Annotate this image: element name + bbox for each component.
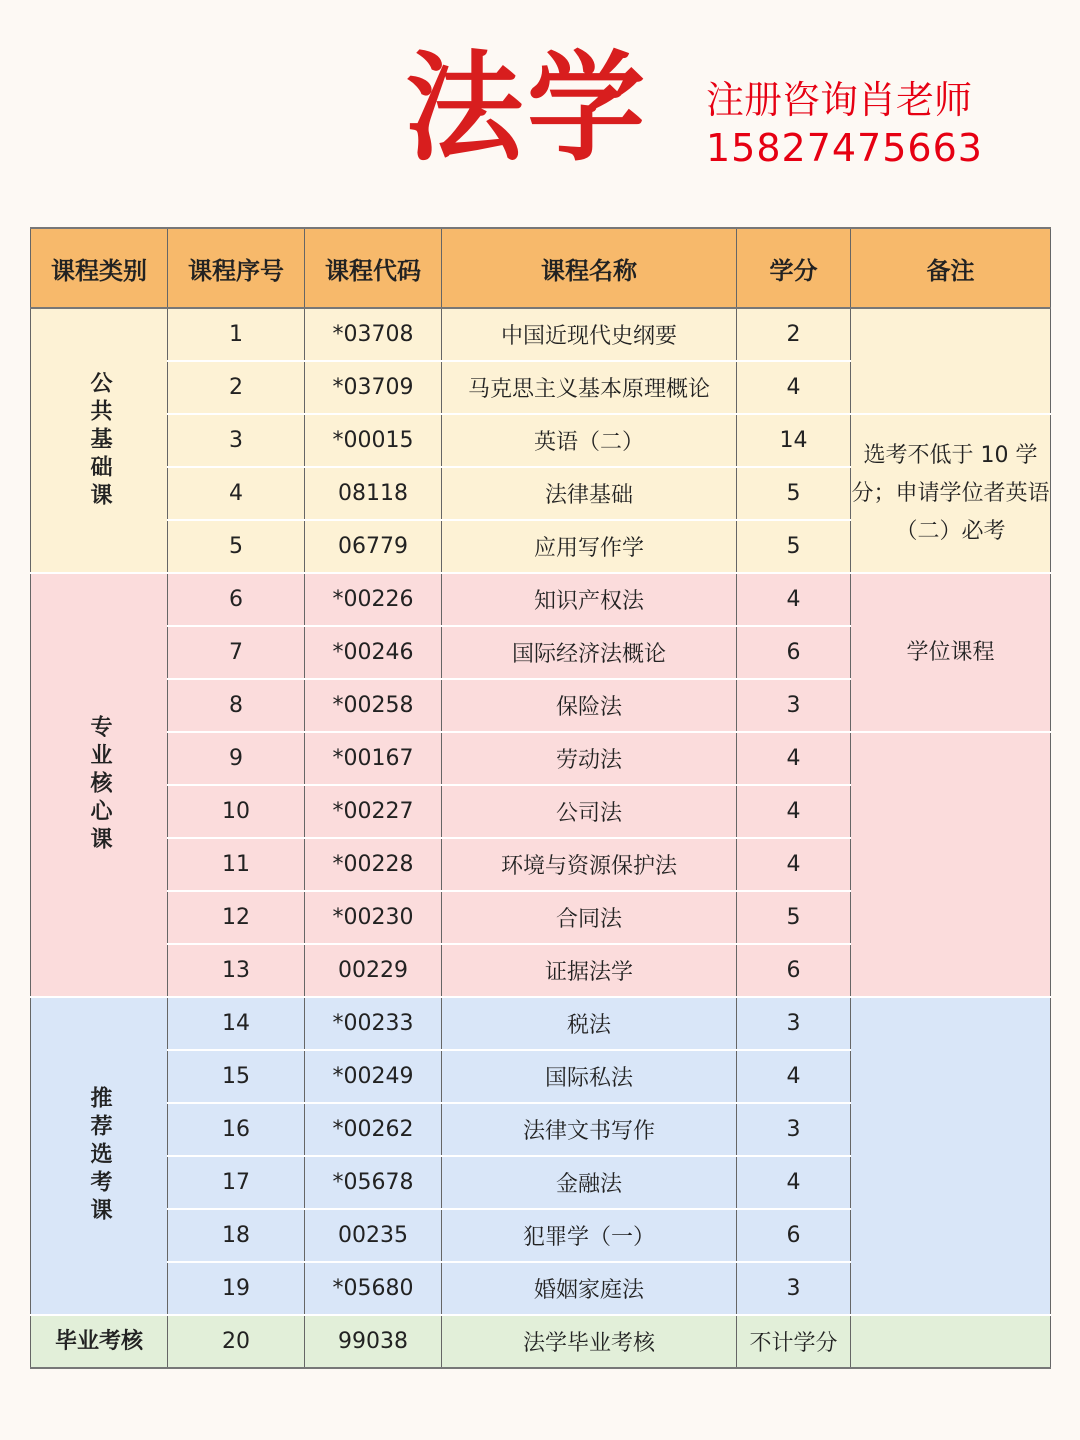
code-cell: 08118 — [305, 467, 442, 520]
category-core: 专业核心课 — [31, 573, 168, 997]
seq-cell: 4 — [168, 467, 305, 520]
note-english: 选考不低于 10 学分；申请学位者英语（二）必考 — [851, 414, 1051, 573]
code-cell: 00229 — [305, 944, 442, 997]
seq-cell: 3 — [168, 414, 305, 467]
col-header-name: 课程名称 — [442, 228, 737, 308]
col-header-category: 课程类别 — [31, 228, 168, 308]
seq-cell: 12 — [168, 891, 305, 944]
credits-cell: 4 — [737, 573, 851, 626]
credits-cell: 不计学分 — [737, 1315, 851, 1368]
credits-cell: 2 — [737, 308, 851, 361]
credits-cell: 4 — [737, 838, 851, 891]
credits-cell: 4 — [737, 785, 851, 838]
seq-cell: 13 — [168, 944, 305, 997]
code-cell: 06779 — [305, 520, 442, 573]
credits-cell: 4 — [737, 732, 851, 785]
credits-cell: 4 — [737, 361, 851, 414]
name-cell: 保险法 — [442, 679, 737, 732]
name-cell: 国际经济法概论 — [442, 626, 737, 679]
seq-cell: 1 — [168, 308, 305, 361]
contact-phone: 15827475663 — [706, 126, 983, 170]
code-cell: 99038 — [305, 1315, 442, 1368]
seq-cell: 7 — [168, 626, 305, 679]
name-cell: 犯罪学（一） — [442, 1209, 737, 1262]
name-cell: 婚姻家庭法 — [442, 1262, 737, 1315]
credits-cell: 3 — [737, 1103, 851, 1156]
contact-info — [706, 76, 983, 172]
col-header-note: 备注 — [851, 228, 1051, 308]
code-cell: *00015 — [305, 414, 442, 467]
table-row — [31, 308, 1051, 361]
name-cell: 证据法学 — [442, 944, 737, 997]
table-header-row — [31, 228, 1051, 308]
name-cell: 合同法 — [442, 891, 737, 944]
code-cell: *00262 — [305, 1103, 442, 1156]
table-row — [31, 414, 1051, 467]
code-cell: *05678 — [305, 1156, 442, 1209]
seq-cell: 16 — [168, 1103, 305, 1156]
name-cell: 法律文书写作 — [442, 1103, 737, 1156]
name-cell: 公司法 — [442, 785, 737, 838]
name-cell: 环境与资源保护法 — [442, 838, 737, 891]
category-graduation: 毕业考核 — [31, 1315, 168, 1368]
seq-cell: 19 — [168, 1262, 305, 1315]
seq-cell: 18 — [168, 1209, 305, 1262]
name-cell: 劳动法 — [442, 732, 737, 785]
credits-cell: 3 — [737, 679, 851, 732]
col-header-seq: 课程序号 — [168, 228, 305, 308]
credits-cell: 6 — [737, 1209, 851, 1262]
note-cell-empty — [851, 997, 1051, 1315]
credits-cell: 3 — [737, 997, 851, 1050]
seq-cell: 6 — [168, 573, 305, 626]
col-header-credits: 学分 — [737, 228, 851, 308]
page-header — [0, 0, 1080, 220]
credits-cell: 5 — [737, 891, 851, 944]
seq-cell: 10 — [168, 785, 305, 838]
course-table — [30, 227, 1051, 1369]
name-cell: 中国近现代史纲要 — [442, 308, 737, 361]
seq-cell: 15 — [168, 1050, 305, 1103]
seq-cell: 14 — [168, 997, 305, 1050]
note-cell-empty — [851, 732, 1051, 997]
credits-cell: 3 — [737, 1262, 851, 1315]
name-cell: 法学毕业考核 — [442, 1315, 737, 1368]
seq-cell: 2 — [168, 361, 305, 414]
credits-cell: 5 — [737, 467, 851, 520]
name-cell: 应用写作学 — [442, 520, 737, 573]
seq-cell: 17 — [168, 1156, 305, 1209]
code-cell: 00235 — [305, 1209, 442, 1262]
code-cell: *00167 — [305, 732, 442, 785]
code-cell: *00233 — [305, 997, 442, 1050]
code-cell: *03708 — [305, 308, 442, 361]
seq-cell: 20 — [168, 1315, 305, 1368]
seq-cell: 5 — [168, 520, 305, 573]
credits-cell: 14 — [737, 414, 851, 467]
name-cell: 税法 — [442, 997, 737, 1050]
credits-cell: 4 — [737, 1050, 851, 1103]
code-cell: *03709 — [305, 361, 442, 414]
table-row — [31, 997, 1051, 1050]
credits-cell: 5 — [737, 520, 851, 573]
name-cell: 马克思主义基本原理概论 — [442, 361, 737, 414]
name-cell: 英语（二） — [442, 414, 737, 467]
col-header-code: 课程代码 — [305, 228, 442, 308]
name-cell: 法律基础 — [442, 467, 737, 520]
credits-cell: 6 — [737, 944, 851, 997]
code-cell: *00228 — [305, 838, 442, 891]
code-cell: *00230 — [305, 891, 442, 944]
name-cell: 金融法 — [442, 1156, 737, 1209]
code-cell: *00227 — [305, 785, 442, 838]
credits-cell: 4 — [737, 1156, 851, 1209]
seq-cell: 11 — [168, 838, 305, 891]
credits-cell: 6 — [737, 626, 851, 679]
code-cell: *00258 — [305, 679, 442, 732]
code-cell: *00249 — [305, 1050, 442, 1103]
table-row — [31, 732, 1051, 785]
table-row — [31, 573, 1051, 626]
code-cell: *00226 — [305, 573, 442, 626]
category-elective: 推荐选考课 — [31, 997, 168, 1315]
seq-cell: 9 — [168, 732, 305, 785]
table-row — [31, 1315, 1051, 1368]
name-cell: 国际私法 — [442, 1050, 737, 1103]
page-title: 法学 — [405, 38, 650, 177]
contact-name: 注册咨询肖老师 — [706, 78, 973, 122]
note-cell-empty — [851, 308, 1051, 414]
category-public: 公共基础课 — [31, 308, 168, 573]
note-degree: 学位课程 — [851, 573, 1051, 732]
code-cell: *05680 — [305, 1262, 442, 1315]
seq-cell: 8 — [168, 679, 305, 732]
name-cell: 知识产权法 — [442, 573, 737, 626]
note-cell-empty — [851, 1315, 1051, 1368]
code-cell: *00246 — [305, 626, 442, 679]
